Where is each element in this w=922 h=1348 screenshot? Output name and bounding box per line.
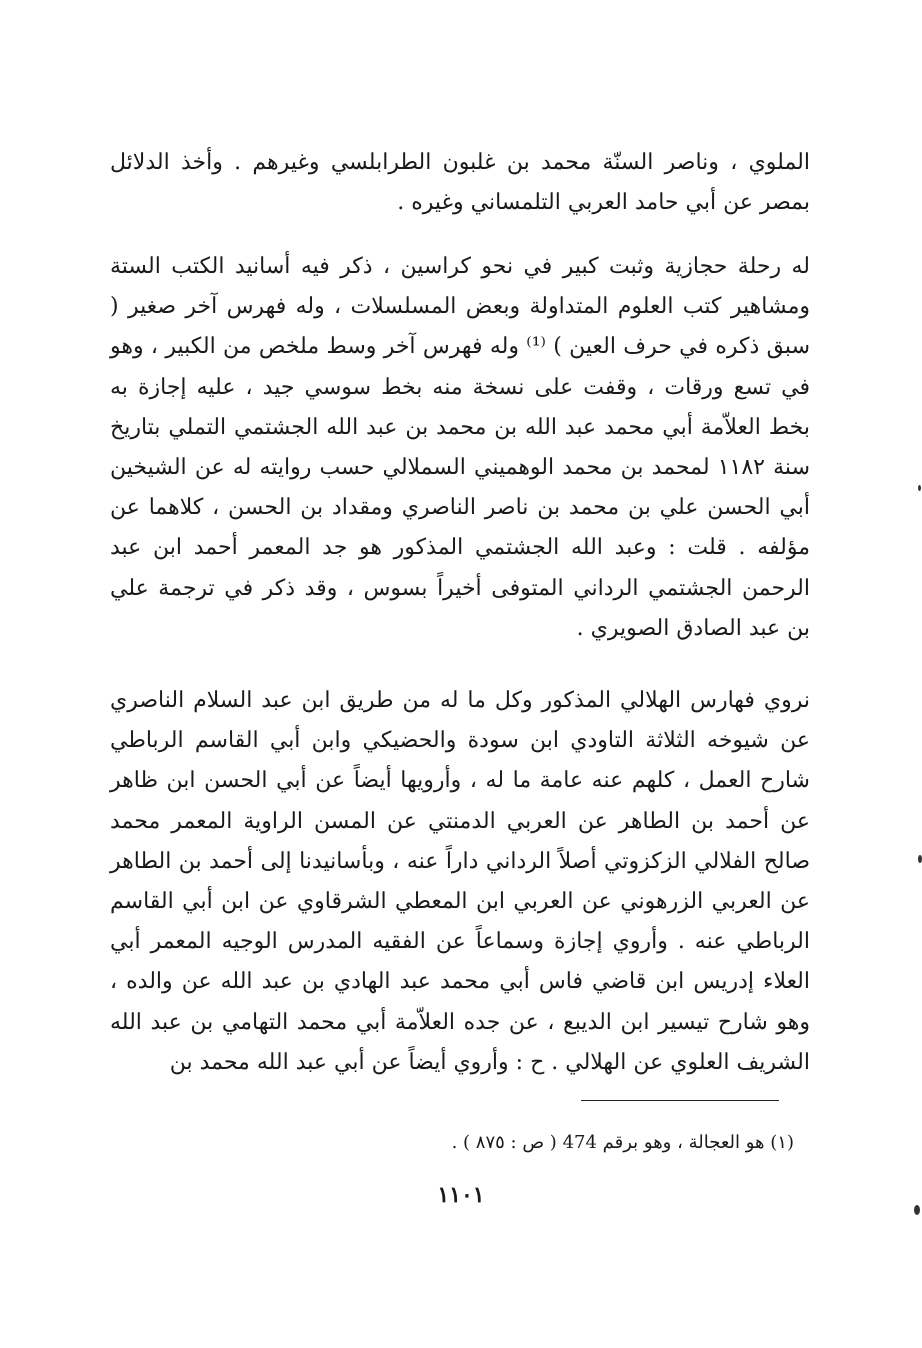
paragraph-2: له رحلة حجازية وثبت كبير في نحو كراسين ، ذكر فيه أسانيد الكتب الستة ومشاهير كتب العلوم المتداولة وبعض المسلسلات ، وله فهرس آخر صغير ( سبق ذكره في حرف العين ) ⁽¹⁾ وله فهرس آخر وسط ملخص من الكبير ، وهو في تسع ورقات ، وقفت على نسخة منه بخط سوسي جيد ، عليه إجازة به بخط العلاّمة أبي محمد عبد الله بن محمد بن عبد الله الجشتمي التملي بتاريخ سنة ١١٨٢ لمحمد بن محمد الوهميني السملالي حسب روايته له عن الشيخين أبي الحسن علي بن محمد بن ناصر الناصري ومقداد بن الحسن ، كلاهما عن مؤلفه . قلت : وعبد الله الجشتمي المذكور هو جد المعمر أحمد ابن عبد الرحمن الجشتمي الرداني المتوفى أخيراً بسوس ، وقد ذكر في ترجمة علي بن عبد الصادق الصويري . bbox=[110, 254, 810, 641]
page-number: ١١٠١ bbox=[437, 1182, 485, 1208]
paragraph-1: الملوي ، وناصر السنّة محمد بن غلبون الطرابلسي وغيرهم . وأخذ الدلائل بمصر عن أبي حامد العربي التلمساني وغيره . bbox=[110, 150, 810, 216]
scan-speck bbox=[918, 855, 922, 863]
scan-speck bbox=[914, 1205, 920, 1215]
footnote: (١) هو العجالة ، وهو برقم 474 ( ص : ٨٧٥ ) . bbox=[451, 1132, 794, 1153]
scan-speck bbox=[918, 485, 921, 491]
footnote-divider bbox=[581, 1100, 779, 1101]
paragraph-3: نروي فهارس الهلالي المذكور وكل ما له من طريق ابن عبد السلام الناصري عن شيوخه الثلاثة التاودي ابن سودة والحضيكي وابن أبي القاسم الرباطي شارح العمل ، كلهم عنه عامة ما له ، وأرويها أيضاً عن أبي الحسن ابن ظاهر عن أحمد بن الطاهر عن العربي الدمنتي عن المسن الراوية المعمر محمد صالح الفلالي الزكزوتي أصلاً الرداني داراً عنه ، وبأسانيدنا إلى أحمد بن الطاهر عن العربي الزرهوني عن العربي ابن المعطي الشرقاوي عن ابن أبي القاسم الرباطي عنه . وأروي إجازة وسماعاً عن الفقيه المدرس الوجيه المعمر أبي العلاء إدريس ابن قاضي فاس أبي محمد عبد الهادي بن عبد الله عن والده ، وهو شارح تيسير ابن الديبع ، عن جده العلاّمة أبي محمد التهامي بن عبد الله الشريف العلوي عن الهلالي . ح : وأروي أيضاً عن أبي عبد الله محمد بن bbox=[110, 688, 810, 1075]
